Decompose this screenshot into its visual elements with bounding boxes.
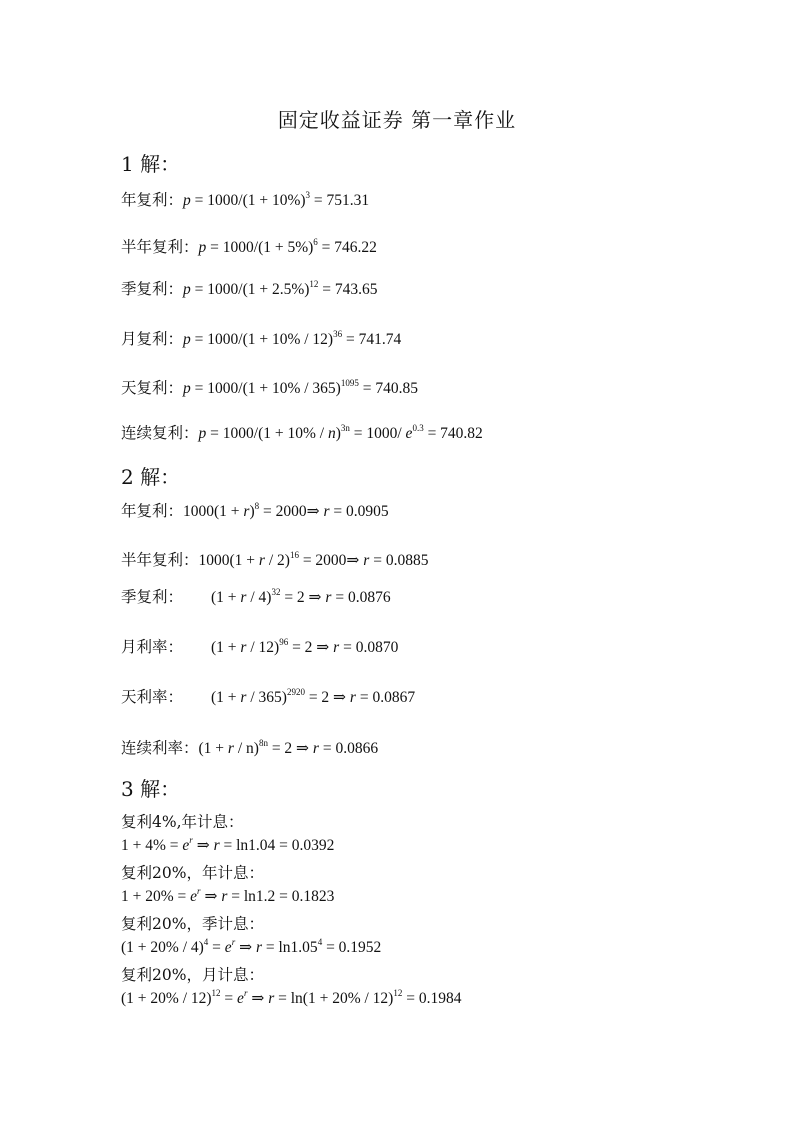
s3-label-2: 复利20%，年计息： xyxy=(121,864,264,882)
s2-line-annual: 年复利：$1000(1 + r)^8$ = 2000⇒ r = 0.0905 xyxy=(121,501,389,520)
s2-line-semiannual: 半年复利：$1000(1 + r / 2)^{16}$ = 2000⇒ r = 0.0885 xyxy=(121,550,429,569)
doc-title: 固定收益证券 第一章作业 xyxy=(277,108,517,132)
s1-line-quarterly: 季复利：$p = 1000/(1 + 2.5\%)^{12} = 743.65$ xyxy=(121,279,378,298)
s3-eq-4: $(1 + 20\% / 12)^{12} = e^r$ ⇒ $r = \ln(1 + 20\% / 12)^{12} = 0.1984$ xyxy=(121,988,462,1007)
s3-label-3: 复利20%，季计息： xyxy=(121,915,264,933)
s1-line-annual: 年复利：$p = 1000/(1 + 10\%)^3 = 751.31$ xyxy=(121,190,370,209)
section-2-heading: 2 解： xyxy=(121,465,181,489)
s2-line-monthly: 月利率： $(1 + r / 12)^{96} = 2$ ⇒ r = 0.0870 xyxy=(121,637,399,656)
section-3-heading: 3 解： xyxy=(121,777,181,801)
s2-line-daily: 天利率： $(1 + r / 365)^{2920} = 2$ ⇒ r = 0.0867 xyxy=(121,687,416,706)
s3-eq-3: $(1 + 20\% / 4)^4 = e^r$ ⇒ $r = \ln 1.05^4 = 0.1952$ xyxy=(121,937,382,956)
s3-eq-1: $1 + 4\% = e^r$ ⇒ r = ln1.04 = 0.0392 xyxy=(121,835,335,854)
s1-line-semiannual: 半年复利：$p = 1000/(1 + 5\%)^6 = 746.22$ xyxy=(121,237,377,256)
s1-line-monthly: 月复利：$p = 1000/(1 + 10\% / 12)^{36} = 741.74$ xyxy=(121,329,402,348)
s3-eq-2: $1 + 20\% = e^r$ ⇒ r = ln1.2 = 0.1823 xyxy=(121,886,335,905)
s3-label-4: 复利20%，月计息： xyxy=(121,966,264,984)
s2-line-quarterly: 季复利： $(1 + r / 4)^{32} = 2$ ⇒ r = 0.0876 xyxy=(121,587,391,606)
section-1-heading: 1 解： xyxy=(121,152,181,176)
s1-line-continuous: 连续复利：$p = 1000/(1 + 10\% / n)^{3n} = 1000/$ $e^{0.3} = 740.82$ xyxy=(121,423,483,442)
s2-line-continuous: 连续利率：$(1 + r / n)^{8n} = 2$ ⇒ r = 0.0866 xyxy=(121,738,379,757)
s3-label-1: 复利4%,年计息： xyxy=(121,813,244,831)
s1-line-daily: 天复利：$p = 1000/(1 + 10\% / 365)^{1095} = 740.85$ xyxy=(121,378,418,397)
